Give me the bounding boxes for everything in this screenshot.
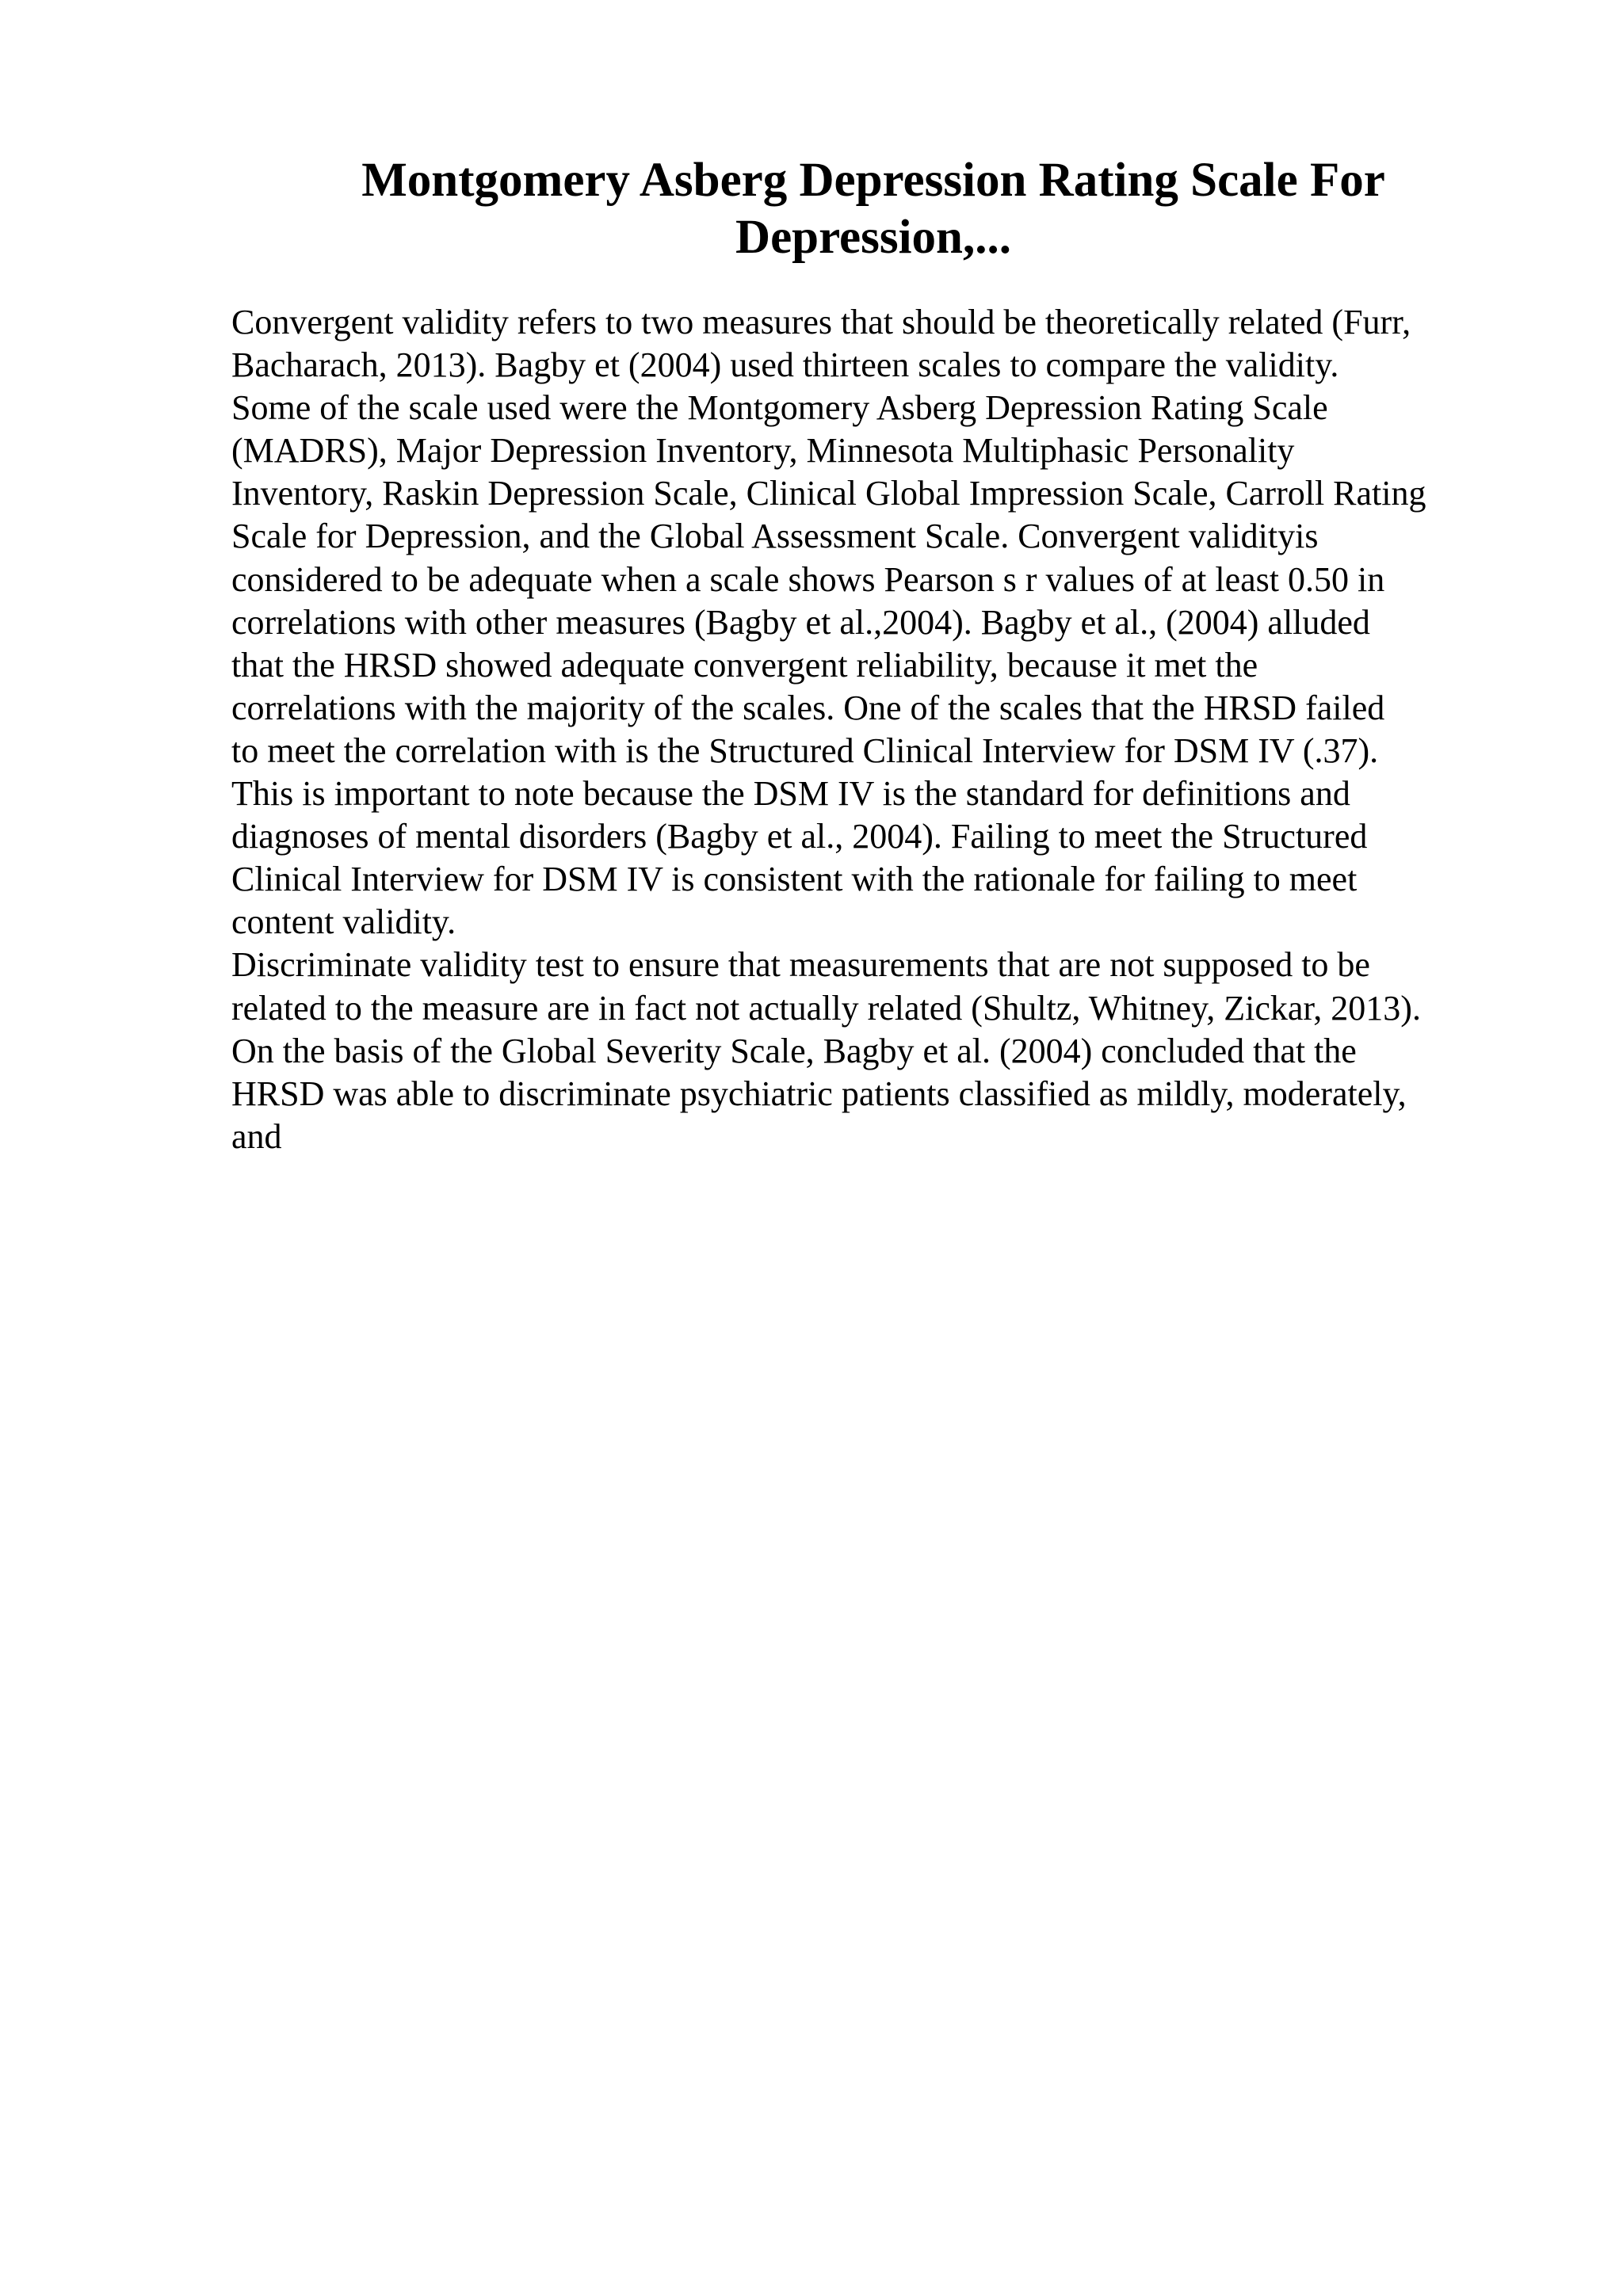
title-line: Depression,... <box>735 211 1011 264</box>
body-line: considered to be adequate when a scale shows Pearson s r values of at least 0.50 in <box>231 559 1385 599</box>
title-line: Montgomery Asberg Depression Rating Scale For <box>361 154 1385 207</box>
body-line: related to the measure are in fact not actually related (Shultz, Whitney, Zickar, 2013). <box>231 988 1421 1028</box>
body-line: diagnoses of mental disorders (Bagby et al., 2004). Failing to meet the Structured <box>231 817 1368 856</box>
body-line: On the basis of the Global Severity Scale, Bagby et al. (2004) concluded that the <box>231 1031 1357 1070</box>
body-line: This is important to note because the DSM IV is the standard for definitions and <box>231 774 1350 814</box>
body-line: Clinical Interview for DSM IV is consistent with the rationale for failing to meet <box>231 860 1358 899</box>
body-line: to meet the correlation with is the Structured Clinical Interview for DSM IV (.37). <box>231 730 1379 770</box>
body-line: and <box>231 1116 282 1156</box>
body-line: content validity. <box>231 902 456 942</box>
body-line: Scale for Depression, and the Global Assessment Scale. Convergent validityis <box>231 517 1319 556</box>
body-line: Discriminate validity test to ensure that measurements that are not supposed to be <box>231 945 1370 985</box>
body-line: Bacharach, 2013). Bagby et (2004) used thirteen scales to compare the validity. <box>231 345 1339 385</box>
document-body <box>231 301 1515 1158</box>
body-line: Some of the scale used were the Montgomery Asberg Depression Rating Scale <box>231 388 1328 428</box>
body-line: HRSD was able to discriminate psychiatric patients classified as mildly, moderately, <box>231 1074 1407 1113</box>
body-line: Inventory, Raskin Depression Scale, Clinical Global Impression Scale, Carroll Rating <box>231 474 1426 513</box>
body-line: correlations with the majority of the scales. One of the scales that the HRSD failed <box>231 688 1385 727</box>
body-line: (MADRS), Major Depression Inventory, Minnesota Multiphasic Personality <box>231 431 1295 471</box>
body-line: correlations with other measures (Bagby et al.,2004). Bagby et al., (2004) alluded <box>231 602 1370 642</box>
document-title <box>231 152 1515 266</box>
body-line: Convergent validity refers to two measures that should be theoretically related (Furr, <box>231 303 1411 341</box>
body-line: that the HRSD showed adequate convergent reliability, because it met the <box>231 645 1258 685</box>
